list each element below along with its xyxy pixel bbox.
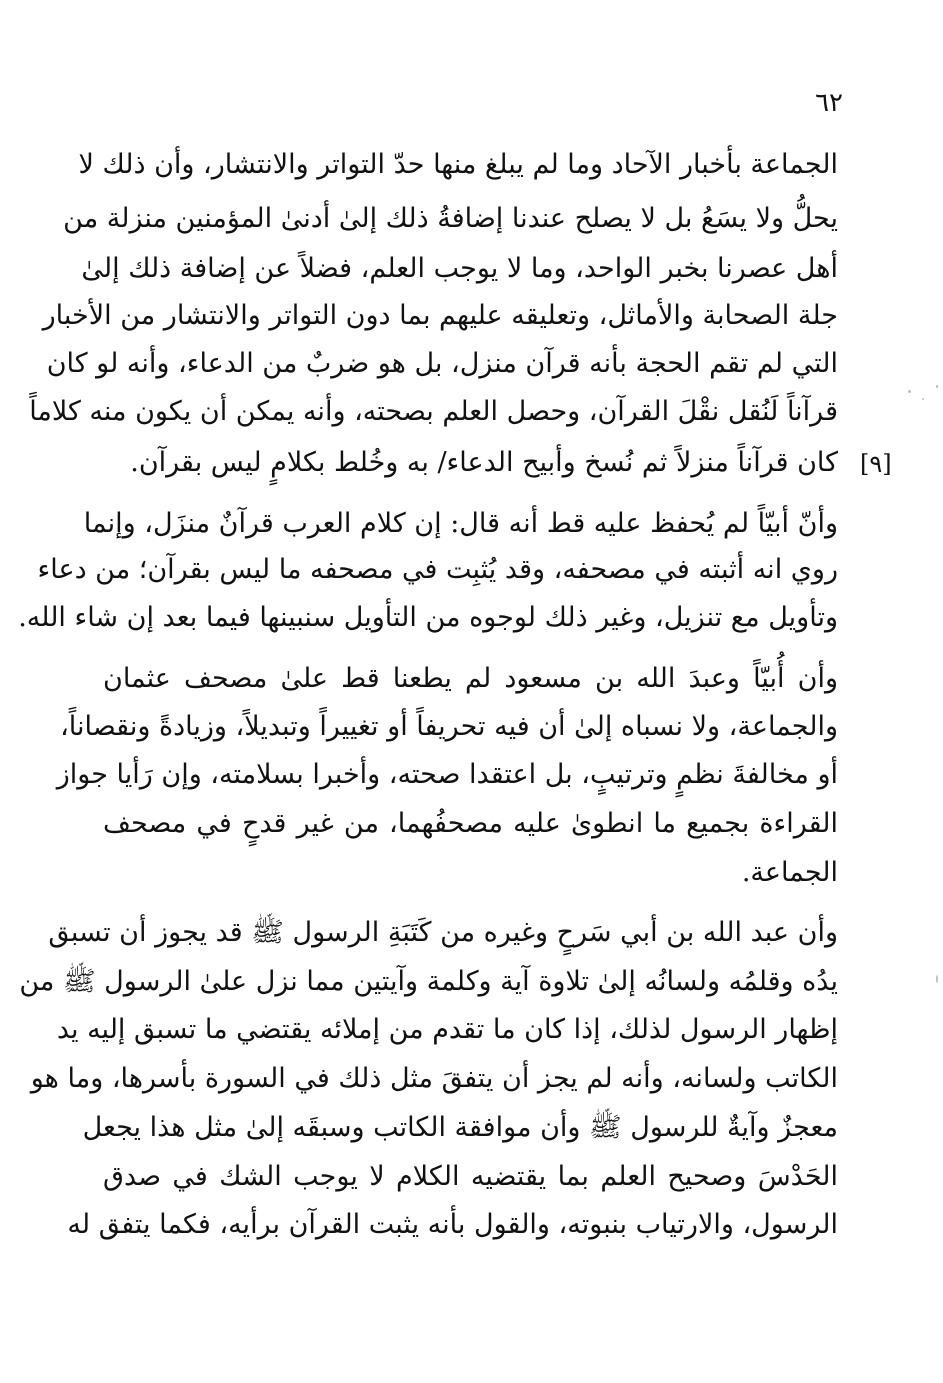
text-line: وتأويل مع تنزيل، وغير ذلك لوجوه من التأويل سنبينها فيما بعد إن شاء الله. (18, 602, 838, 633)
margin-folio-marker: [٩] (860, 450, 892, 478)
text-line: يدُه وقلمُه ولسانُه إلىٰ تلاوة آية وكلمة وآيتين مما نزل علىٰ الرسول ﷺ من (19, 966, 838, 997)
page-number: ٦٢ (815, 88, 843, 118)
text-line: وأن أُبيّاً وعبدَ الله بن مسعود لم يطعنا قط علىٰ مصحف عثمان (103, 663, 838, 694)
text-line: الكاتب ولسانه، وأنه لم يجز أن يتفقَ مثل ذلك في السورة بأسرها، وما هو (30, 1063, 838, 1094)
text-line: أهل عصرنا بخبر الواحد، وما لا يوجب العلم، فضلاً عن إضافة ذلك إلىٰ (81, 253, 838, 284)
scan-speck (908, 390, 911, 393)
text-line: إظهار الرسول لذلك، إذا كان ما تقدم من إملائه يقتضي ما تسبق إليه يد (56, 1014, 838, 1045)
text-line: قرآناً لَنُقل نقْلَ القرآن، وحصل العلم بصحته، وأنه يمكن أن يكون منه كلاماً (29, 396, 838, 427)
text-line: القراءة بجميع ما انطوىٰ عليه مصحفُهما، من غير قدحٍ في مصحف (103, 808, 838, 839)
text-line: جلة الصحابة والأماثل، وتعليقه عليهم بما دون التواتر والانتشار من الأخبار (42, 300, 838, 331)
text-line: والجماعة، ولا نسباه إلىٰ أن فيه تحريفاً أو تغييراً وتبديلاً، وزيادةً ونقصاناً، (60, 711, 838, 742)
text-line: معجزٌ وآيةٌ للرسول ﷺ وأن موافقة الكاتب وسبقَه إلىٰ مثل هذا يجعل (82, 1112, 838, 1143)
text-line: أو مخالفةَ نظمٍ وترتيبٍ، بل اعتقدا صحته، وأخبرا بسلامته، وإن رَأيا جواز (56, 759, 838, 790)
text-line: الرسول، والارتياب بنبوته، والقول بأنه يثبت القرآن برأيه، فكما يتفق له (67, 1209, 838, 1240)
text-line: روي انه أثبته في مصحفه، وقد يُثبِت في مصحفه ما ليس بقرآن؛ من دعاء (37, 554, 838, 585)
text-line: الحَدْسَ وصحيح العلم بما يقتضيه الكلام لا يوجب الشك في صدق (103, 1161, 838, 1192)
text-line: التي لم تقم الحجة بأنه قرآن منزل، بل هو ضربٌ من الدعاء، وأنه لو كان (46, 348, 838, 379)
scan-speck (922, 398, 924, 400)
text-line: يحلُّ ولا يسَعُ بل لا يصلح عندنا إضافةُ ذلك إلىٰ أدنىٰ المؤمنين منزلة من (63, 203, 838, 234)
text-line: الجماعة. (741, 857, 838, 888)
text-line: وأنّ أبيّاً لم يُحفظ عليه قط أنه قال: إن كلام العرب قرآنٌ منزَل، وإنما (83, 508, 838, 539)
text-line: الجماعة بأخبار الآحاد وما لم يبلغ منها حدّ التواتر والانتشار، وأن ذلك لا (78, 149, 838, 180)
text-line: وأن عبد الله بن أبي سَرحٍ وغيره من كَتَبَةِ الرسول ﷺ قد يجوز أن تسبق (48, 917, 838, 948)
text-line: كان قرآناً منزلاً ثم نُسخ وأبيح الدعاء/ به وخُلط بكلامٍ ليس بقرآن. (130, 447, 838, 478)
scan-speck (936, 385, 938, 388)
scan-speck (936, 975, 938, 983)
